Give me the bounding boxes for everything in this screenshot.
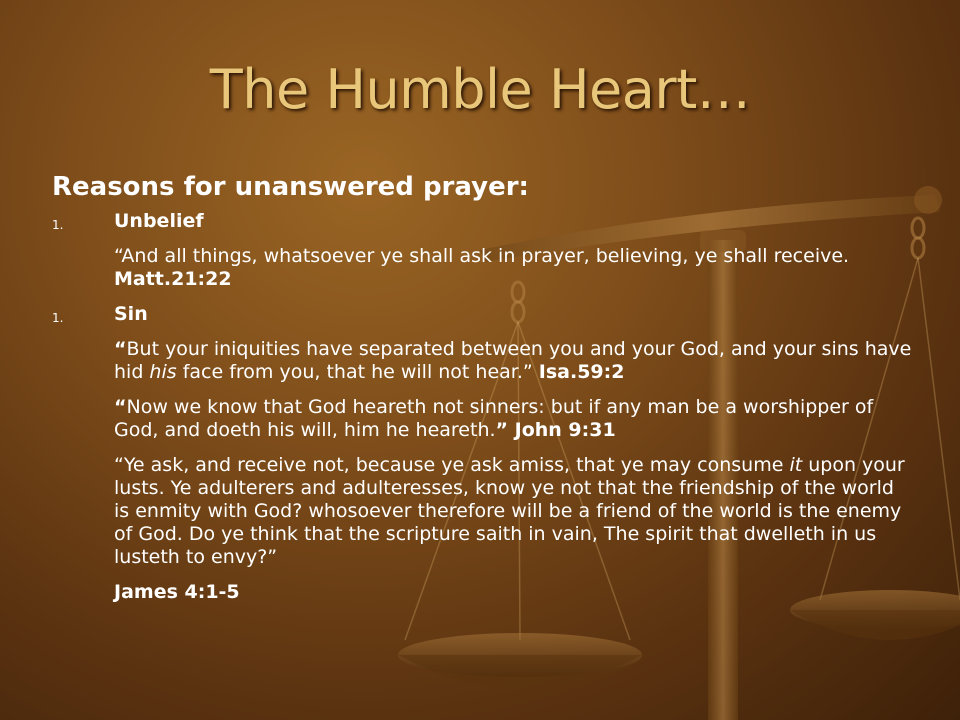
quote-reference: Isa.59:2 <box>538 361 625 383</box>
quote-text: “Ye ask, and receive not, because ye ask amiss, that ye may consume <box>114 454 790 476</box>
quote-close-mark: ” <box>495 419 509 441</box>
list-item-label: Sin <box>114 303 148 325</box>
slide-subtitle: Reasons for unanswered prayer: <box>52 172 529 202</box>
quote-text-continued: upon your lusts. Ye adulterers and adulteresses, know ye not that the friendship of the world is enmity with God? whosoever therefore will be a friend of the world is the enemy of God. Do ye think that the scripture saith in vain, The spirit that dwelleth in us lusteth to envy?” <box>114 454 905 568</box>
quote-reference: Matt.21:22 <box>114 268 232 290</box>
list-item-unbelief <box>52 210 912 233</box>
scripture-quote-john <box>52 396 912 442</box>
scripture-quote-james <box>52 454 912 569</box>
quote-open-mark: “ <box>114 338 127 360</box>
quote-text: And all things, whatsoever ye shall ask in prayer, believing, ye shall receive. <box>121 245 850 267</box>
slide-body <box>52 172 912 604</box>
quote-reference: John 9:31 <box>508 419 616 441</box>
scripture-quote-isaiah <box>52 338 912 384</box>
quote-italic-word: it <box>789 454 803 476</box>
quote-italic-word: his <box>149 361 177 383</box>
quote-open-mark: “ <box>114 245 122 267</box>
quote-text: But your iniquities have separated between you and your God, and your sins have hid <box>114 338 912 383</box>
quote-text: Now we know that God heareth not sinners: but if any man be a worshipper of God, and doeth his will, him he heareth. <box>114 396 874 441</box>
scripture-reference-james: James 4:1-5 <box>114 581 240 603</box>
list-item-label: Unbelief <box>114 210 204 232</box>
list-number: 1. <box>52 311 64 325</box>
list-item-sin <box>52 303 912 326</box>
scripture-quote-matthew <box>52 245 912 291</box>
slide-title: The Humble Heart… <box>209 58 751 121</box>
quote-text-continued: face from you, that he will not hear.” <box>176 361 539 383</box>
quote-open-mark: “ <box>114 396 127 418</box>
list-number: 1. <box>52 218 64 232</box>
